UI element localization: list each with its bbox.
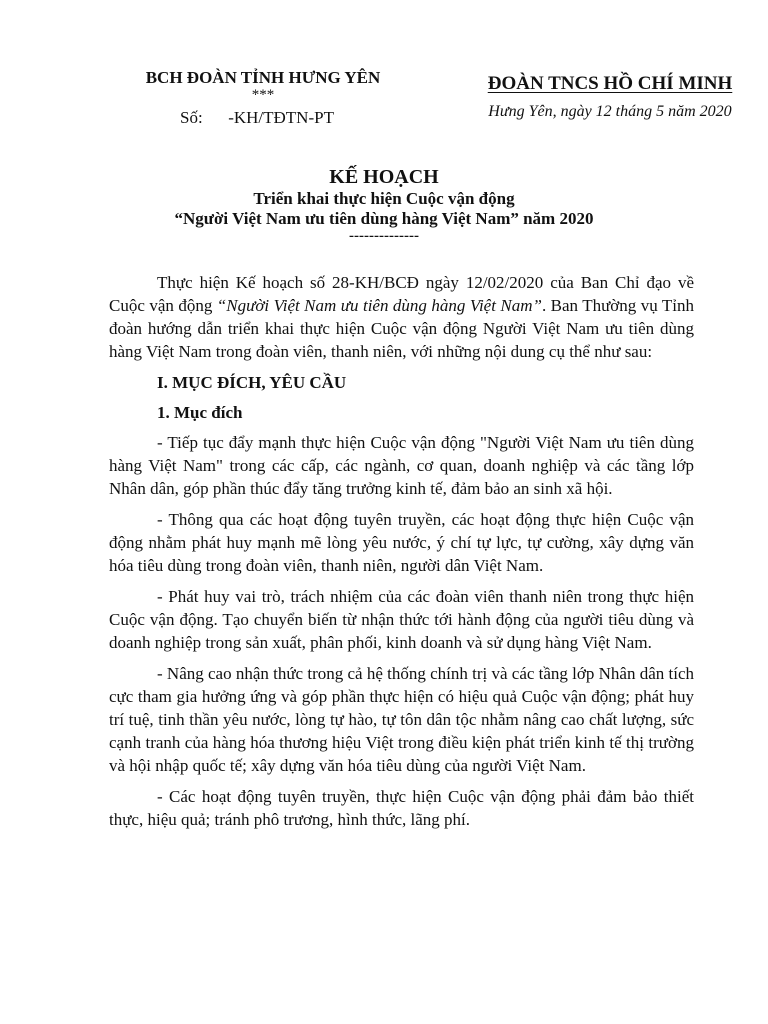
issuer-organization: BCH ĐOÀN TỈNH HƯNG YÊN [145, 68, 381, 87]
purpose-item: - Nâng cao nhận thức trong cả hệ thống chính trị và các tầng lớp Nhân dân tích cực tham gia hưởng ứng và góp phần thực hiện có hiệu quả Cuộc vận động; phát huy trí tuệ, tinh thần yêu nước, lòng tự hào, tự tôn dân tộc nhằm nâng cao chất lượng, sức cạnh tranh của hàng hóa thương hiệu Việt trong điều kiện phát triển kinh tế thị trường và hội nhập quốc tế; xây dựng văn hóa tiêu dùng của người Việt Nam. [109, 664, 694, 775]
union-block [470, 72, 750, 122]
title-line-2: “Người Việt Nam ưu tiên dùng hàng Việt Nam” năm 2020 [174, 209, 594, 228]
document-number-value: -KH/TĐTN-PT [228, 108, 334, 127]
title-divider: -------------- [349, 228, 419, 244]
section-heading: I. MỤC ĐÍCH, YÊU CẦU [157, 373, 347, 392]
intro-text-2: . Ban Thường vụ Tỉnh đoàn hướng dẫn triển khai thực hiện Cuộc vận động Người Việt Nam ưu tiên dùng hàng Việt Nam trong đoàn viên, thanh niên, với những nội dung cụ thể như sau: [109, 296, 694, 361]
title-block [0, 165, 768, 243]
purpose-item: - Các hoạt động tuyên truyền, thực hiện Cuộc vận động phải đảm bảo thiết thực, hiệu quả; tránh phô trương, hình thức, lãng phí. [109, 787, 694, 829]
document-body [109, 271, 694, 839]
intro-text-1: Thực hiện Kế hoạch số 28-KH/BCĐ ngày 12/02/2020 của Ban Chỉ đạo về Cuộc vận động [109, 273, 694, 315]
intro-campaign-name: “Người Việt Nam ưu tiên dùng hàng Việt Nam” [216, 296, 542, 315]
purpose-item: - Thông qua các hoạt động tuyên truyền, các hoạt động thực hiện Cuộc vận động nhằm phát huy mạnh mẽ lòng yêu nước, ý chí tự lực, tự cường, xây dựng văn hóa tiêu dùng trong đoàn viên, thanh niên, người dân Việt Nam. [109, 510, 694, 575]
purpose-item: - Tiếp tục đẩy mạnh thực hiện Cuộc vận động "Người Việt Nam ưu tiên dùng hàng Việt Nam" trong các cấp, các ngành, cơ quan, doanh nghiệp và các tầng lớp Nhân dân, góp phần thúc đẩy tăng trưởng kinh tế, đảm bảo an sinh xã hội. [109, 433, 694, 498]
issuer-stars: *** [251, 87, 275, 103]
issuer-block [118, 68, 408, 102]
document-number-label: Số: [180, 108, 203, 127]
place-date: Hưng Yên, ngày 12 tháng 5 năm 2020 [488, 103, 732, 120]
document-type: KẾ HOẠCH [329, 166, 439, 188]
intro-paragraph [109, 271, 694, 363]
title-line-1: Triển khai thực hiện Cuộc vận động [253, 189, 515, 208]
union-name: ĐOÀN TNCS HỒ CHÍ MINH [487, 73, 733, 94]
purpose-item: - Phát huy vai trò, trách nhiệm của các đoàn viên thanh niên trong thực hiện Cuộc vận động. Tạo chuyển biến từ nhận thức tới hành động của người tiêu dùng và doanh nghiệp trong sản xuất, phân phối, kinh doanh và sử dụng hàng Việt Nam. [109, 587, 694, 652]
subsection-heading: 1. Mục đích [157, 403, 243, 422]
document-number [180, 108, 334, 128]
